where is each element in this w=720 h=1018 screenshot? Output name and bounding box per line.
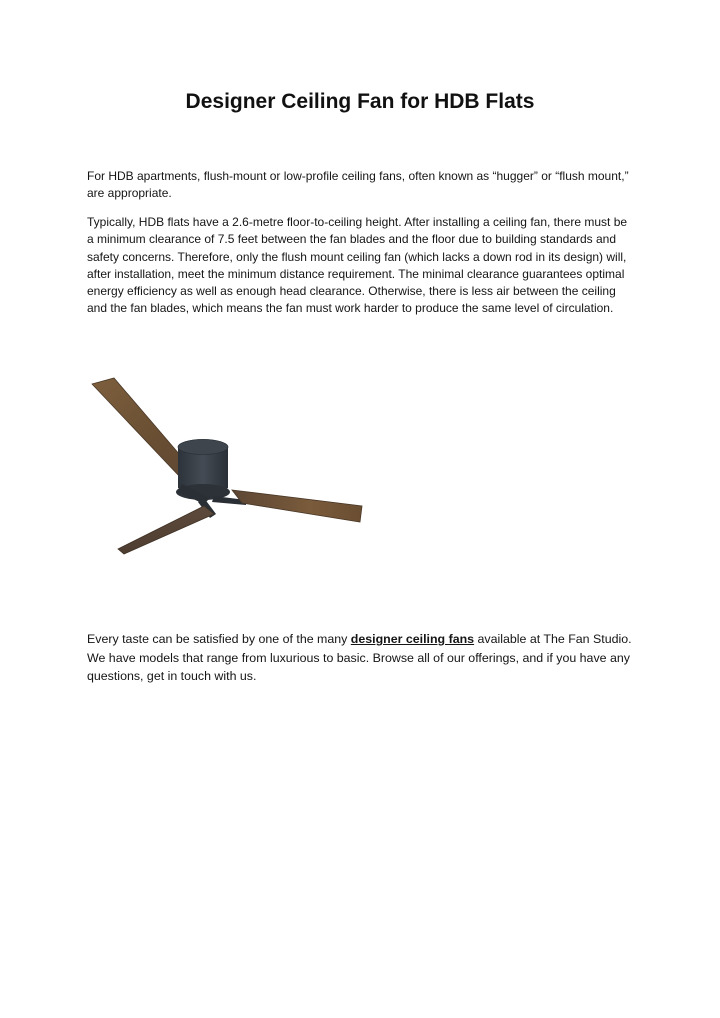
page-title: Designer Ceiling Fan for HDB Flats	[185, 90, 535, 113]
closing-text-start: Every taste can be satisfied by one of the many	[87, 632, 351, 646]
closing-paragraph	[87, 630, 643, 686]
intro-paragraph: For HDB apartments, flush-mount or low-profile ceiling fans, often known as “hugger” or “flush mount,” are appropriate.	[87, 169, 629, 201]
designer-ceiling-fans-link[interactable]: designer ceiling fans	[350, 632, 475, 646]
ceiling-fan-image	[86, 372, 370, 558]
closing-text-end: available at The Fan Studio. We have models that range from luxurious to basic. Browse all of our offerings, and if you have any questions, get in touch with us.	[87, 632, 632, 683]
height-clearance-paragraph: Typically, HDB flats have a 2.6-metre floor-to-ceiling height. After installing a ceiling fan, there must be a minimum clearance of 7.5 feet between the fan blades and the floor due to building standards and safety concerns. Therefore, only the flush mount ceiling fan (which lacks a down rod in its design) will, after installation, meet the minimum distance requirement. The minimal clearance guarantees optimal energy efficiency as well as enough head clearance. Otherwise, there is less air between the ceiling and the fan blades, which means the fan must work harder to produce the same level of circulation.	[87, 215, 628, 316]
ceiling-fan-icon	[86, 372, 370, 558]
